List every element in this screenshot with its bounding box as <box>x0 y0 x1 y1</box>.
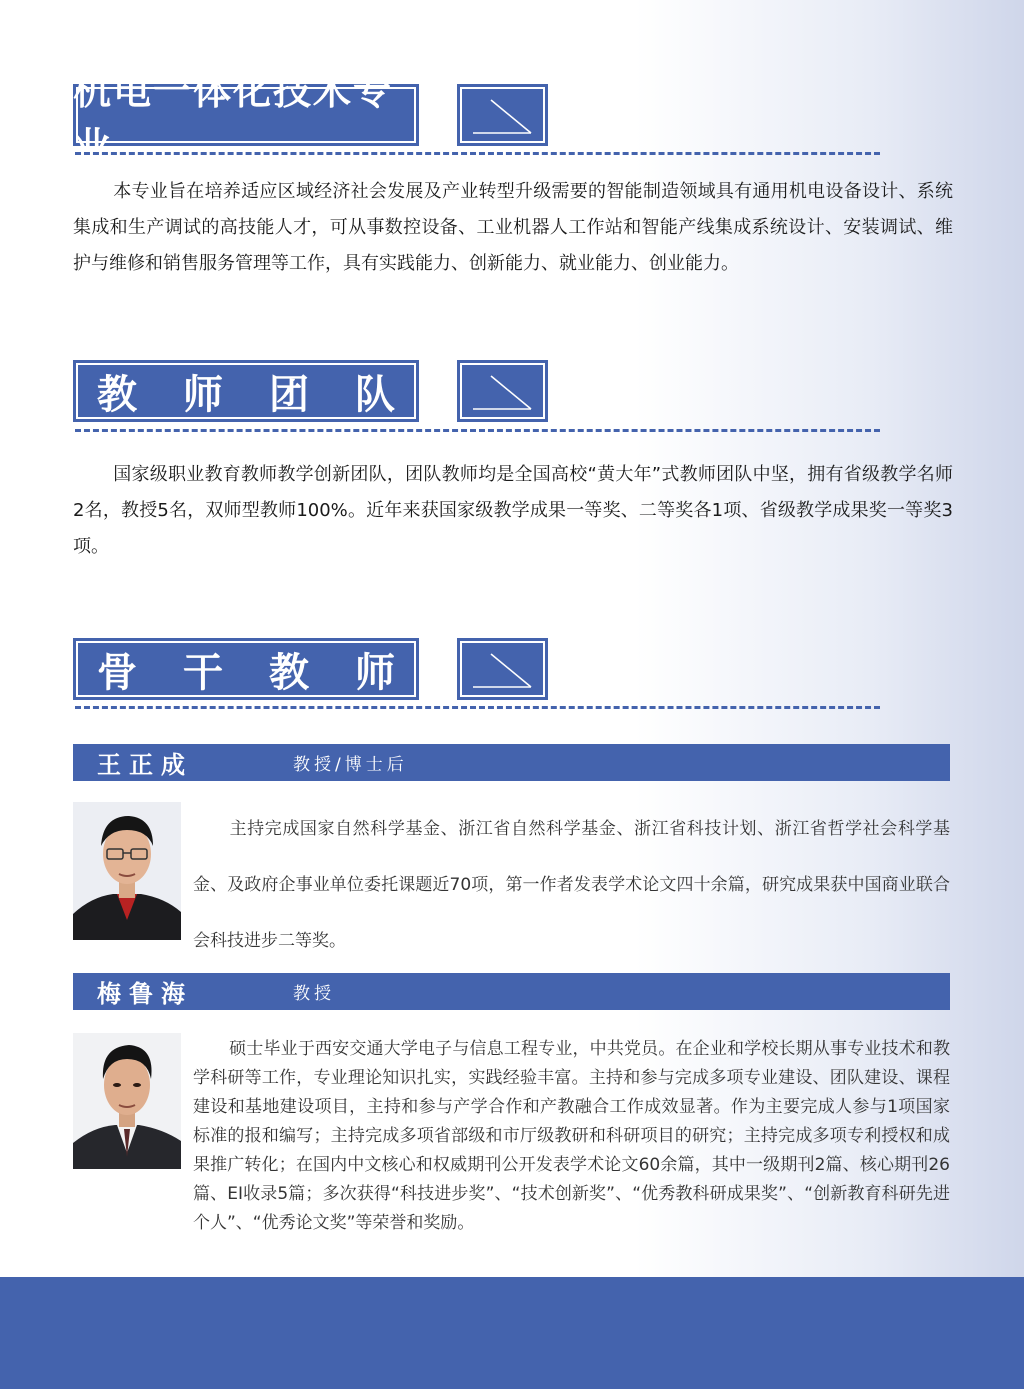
team-description: 国家级职业教育教师教学创新团队，团队教师均是全国高校“黄大年”式教师团队中坚，拥有省级教学名师2名，教授5名，双师型教师100%。近年来获国家级教学成果一等奖、二等奖各1项、省级教学成果奖一等奖3项。 <box>73 464 953 557</box>
teacher-bio: 主持完成国家自然科学基金、浙江省自然科学基金、浙江省科技计划、浙江省哲学社会科学基金、及政府企事业单位委托课题近70项，第一作者发表学术论文四十余篇，研究成果获中国商业联合会科技进步二等奖。 <box>193 819 950 951</box>
diagonal-arrow-icon <box>457 360 548 422</box>
teacher-photo <box>73 802 181 940</box>
teacher-name: 梅鲁海 <box>73 973 273 1010</box>
teacher-name: 王正成 <box>73 744 273 781</box>
section-title-key <box>73 638 441 700</box>
teacher-bio: 硕士毕业于西安交通大学电子与信息工程专业，中共党员。在企业和学校长期从事专业技术和教学科研等工作，专业理论知识扎实，实践经验丰富。主持和参与完成多项专业建设、团队建设、课程建设和基地建设项目，主持和参与产学合作和产教融合工作成效显著。作为主要完成人参与1项国家标准的报和编写；主持完成多项省部级和市厅级教研和科研项目的研究；主持完成多项专利授权和成果推广转化；在国内中文核心和权威期刊公开发表学术论文60余篇，其中一级期刊2篇、核心期刊26篇、EI收录5篇；多次获得“科技进步奖”、“技术创新奖”、“优秀教科研成果奖”、“创新教育科研先进个人”、“优秀论文奖”等荣誉和奖励。 <box>193 1039 950 1233</box>
footer-band <box>0 1277 1024 1389</box>
section-title-major-text: 机电一体化技术专业 <box>73 69 394 168</box>
section-divider <box>75 429 880 432</box>
section-divider <box>75 706 880 709</box>
section-title-team <box>73 360 441 422</box>
diagonal-arrow-icon <box>457 638 548 700</box>
teacher-title: 教授/博士后 <box>293 755 408 775</box>
section-title-team-text: 教师团队 <box>97 371 441 418</box>
teacher-bar <box>73 744 950 781</box>
section-title-key-text: 骨干教师 <box>97 649 441 696</box>
major-description: 本专业旨在培养适应区域经济社会发展及产业转型升级需要的智能制造领域具有通用机电设备设计、系统集成和生产调试的高技能人才，可从事数控设备、工业机器人工作站和智能产线集成系统设计、安装调试、维护与维修和销售服务管理等工作，具有实践能力、创新能力、就业能力、创业能力。 <box>73 181 953 274</box>
section-title-major <box>73 69 419 168</box>
teacher-photo <box>73 1033 181 1169</box>
diagonal-arrow-icon <box>457 84 548 146</box>
teacher-bar <box>73 973 950 1010</box>
teacher-title: 教授 <box>293 984 335 1004</box>
section-divider <box>75 152 880 155</box>
